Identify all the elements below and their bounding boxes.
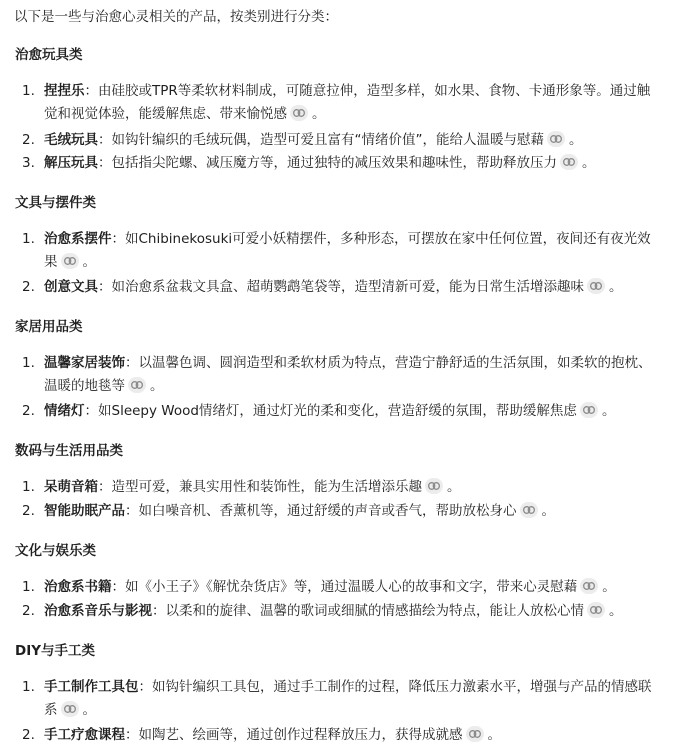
section-title: DIY与手工类 (15, 643, 96, 659)
item-name: 治愈系音乐与影视 (44, 603, 152, 619)
item-number: 1. (22, 355, 35, 371)
list-item (22, 276, 662, 299)
item-description: 以柔和的旋律、温馨的歌词或细腻的情感描绘为特点，能让人放松心情 (165, 603, 584, 619)
item-name: 呆萌音箱 (44, 479, 98, 495)
item-end: 。 (82, 254, 96, 270)
link-icon[interactable] (587, 602, 605, 618)
item-number: 1. (22, 479, 35, 495)
item-separator: ： (152, 603, 166, 619)
item-description: 造型可爱，兼具实用性和装饰性，能为生活增添乐趣 (111, 479, 422, 495)
item-description: 如钩针编织工具包，通过手工制作的过程，降低压力激素水平，增强与产品的情感联系 (44, 679, 652, 718)
item-name: 捏捏乐 (44, 83, 85, 99)
link-icon[interactable] (61, 253, 79, 269)
item-description: 如Chibinekosuki可爱小妖精摆件，多种形态，可摆放在家中任何位置，夜间还有夜光效果 (44, 231, 651, 270)
link-icon[interactable] (580, 578, 598, 594)
list-item (22, 80, 662, 126)
item-description: 由硅胶或TPR等柔软材料制成，可随意拉伸，造型多样，如水果、食物、卡通形象等。通过触觉和视觉体验，能缓解焦虑、带来愉悦感 (44, 83, 651, 122)
item-separator: ： (98, 479, 112, 495)
item-description: 如陶艺、绘画等，通过创作过程释放压力，获得成就感 (138, 727, 463, 743)
link-icon[interactable] (560, 154, 578, 170)
item-name: 治愈系书籍 (44, 579, 112, 595)
item-number: 1. (22, 579, 35, 595)
link-icon[interactable] (290, 105, 308, 121)
list-item (22, 228, 662, 274)
list-item (22, 400, 662, 423)
item-description: 以温馨色调、圆润造型和柔软材质为特点，营造宁静舒适的生活氛围，如柔软的抱枕、温暖的地毯等 (44, 355, 652, 394)
list-item (22, 600, 662, 623)
item-separator: ： (125, 727, 139, 743)
item-end: 。 (541, 503, 555, 519)
link-icon[interactable] (128, 377, 146, 393)
item-number: 1. (22, 679, 35, 695)
item-name: 治愈系摆件 (44, 231, 112, 247)
item-name: 手工制作工具包 (44, 679, 139, 695)
list-item (22, 152, 662, 175)
link-icon[interactable] (425, 478, 443, 494)
item-separator: ： (98, 132, 112, 148)
item-description: 如治愈系盆栽文具盒、超萌鹦鹉笔袋等，造型清新可爱，能为日常生活增添趣味 (111, 279, 584, 295)
item-number: 2. (22, 279, 35, 295)
link-icon[interactable] (466, 726, 484, 742)
list-item (22, 352, 662, 398)
item-separator: ： (138, 679, 152, 695)
item-description: 如Sleepy Wood情绪灯，通过灯光的柔和变化，营造舒缓的氛围，帮助缓解焦虑 (98, 403, 577, 419)
item-number: 2. (22, 403, 35, 419)
item-name: 创意文具 (44, 279, 98, 295)
item-number: 1. (22, 83, 35, 99)
link-icon[interactable] (580, 402, 598, 418)
item-description: 如钩针编织的毛绒玩偶，造型可爱且富有“情绪价值”，能给人温暖与慰藉 (111, 132, 544, 148)
item-number: 2. (22, 727, 35, 743)
item-name: 情绪灯 (44, 403, 85, 419)
item-description: 如白噪音机、香薰机等，通过舒缓的声音或香气，帮助放松身心 (138, 503, 517, 519)
link-icon[interactable] (547, 131, 565, 147)
item-end: 。 (569, 132, 583, 148)
item-separator: ： (111, 231, 125, 247)
item-end: 。 (150, 378, 164, 394)
item-separator: ： (98, 155, 112, 171)
item-separator: ： (125, 503, 139, 519)
item-number: 1. (22, 231, 35, 247)
item-description: 如《小王子》《解忧杂货店》等，通过温暖人心的故事和文字，带来心灵慰藉 (125, 579, 578, 595)
item-number: 2. (22, 132, 35, 148)
section-title: 文具与摆件类 (15, 195, 96, 211)
item-separator: ： (84, 83, 98, 99)
item-number: 2. (22, 603, 35, 619)
section-title: 治愈玩具类 (15, 47, 83, 63)
item-name: 温馨家居装饰 (44, 355, 125, 371)
item-end: 。 (447, 479, 461, 495)
list-item (22, 476, 662, 499)
item-end: 。 (601, 403, 616, 419)
item-separator: ： (111, 579, 125, 595)
item-number: 3. (22, 155, 35, 171)
item-end: 。 (312, 106, 326, 122)
item-separator: ： (84, 403, 98, 419)
item-end: 。 (82, 702, 96, 718)
item-number: 2. (22, 503, 35, 519)
item-end: 。 (609, 603, 623, 619)
item-end: 。 (487, 727, 501, 743)
section-title: 家居用品类 (15, 319, 83, 335)
link-icon[interactable] (520, 502, 538, 518)
link-icon[interactable] (61, 701, 79, 717)
item-end: 。 (609, 279, 623, 295)
item-name: 手工疗愈课程 (44, 727, 125, 743)
item-end: 。 (582, 155, 596, 171)
list-item (22, 129, 662, 152)
list-item (22, 724, 662, 747)
link-icon[interactable] (587, 278, 605, 294)
section-title: 文化与娱乐类 (15, 543, 96, 559)
item-name: 解压玩具 (44, 155, 98, 171)
section-title: 数码与生活用品类 (15, 443, 123, 459)
list-item (22, 676, 662, 722)
item-name: 毛绒玩具 (44, 132, 98, 148)
item-separator: ： (125, 355, 139, 371)
item-name: 智能助眠产品 (44, 503, 125, 519)
intro-text: 以下是一些与治愈心灵相关的产品，按类别进行分类： (14, 9, 338, 25)
list-item (22, 500, 662, 523)
list-item (22, 576, 662, 599)
item-end: 。 (602, 579, 616, 595)
item-description: 包括指尖陀螺、减压魔方等，通过独特的减压效果和趣味性，帮助释放压力 (111, 155, 557, 171)
item-separator: ： (98, 279, 112, 295)
